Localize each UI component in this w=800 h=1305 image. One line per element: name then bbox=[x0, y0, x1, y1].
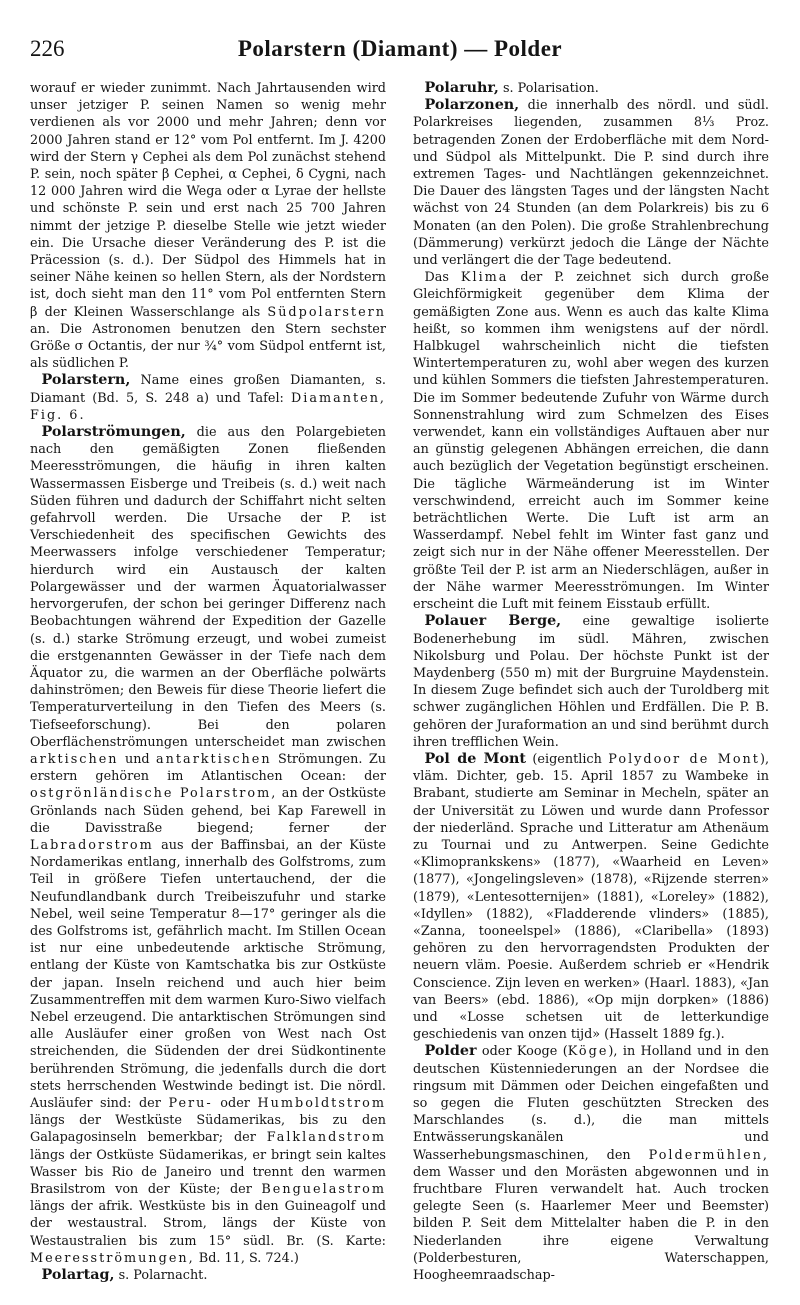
text: an der Ostküste Grönlands nach Süden gehend, bei Kap Farewell in die Davisstraße biegend; ferner der bbox=[30, 786, 387, 836]
spaced-term: arktischen bbox=[30, 751, 119, 767]
paragraph-polarzonen-klima bbox=[413, 269, 769, 613]
text: s. Polarnacht. bbox=[114, 1268, 208, 1284]
text: die aus den Polargebieten nach den gemäßigten Zonen fließenden Meeresströmungen, die häufig in ihren kalten Wassermassen Eisberge und Treibeis (s. d.) weit nach Süden führen und dadurch der Schiffahrt nicht selten gefahrvoll werden. Die Ursache der P. ist Verschiedenheit des specifischen Gewichts des Meerwassers infolge verschiedener Temperatur; hierdurch wird ein Austausch der kalten Polargewässer und der warmen Äquatorialwasser hervorgerufen, der schon bei geringer Differenz nach Beobachtungen während der Expedition der Gazelle (s. d.) starke Strömung erzeugt, und wobei zumeist die erstgenannten Gewässer in der Tiefe nach dem Äquator zu, die warmen an der Oberfläche polwärts dahinströmen; den Beweis für diese Theorie liefert die Temperaturverteilung in den Tiefen des Meers (s. Tiefseeforschung). Bei den polaren Oberflächenströmungen unterscheidet man zwischen bbox=[30, 425, 386, 750]
spaced-term: ostgrönländische Polarstrom, bbox=[30, 786, 278, 802]
text: dem Wasser und den Morästen abgewonnen und in fruchtbare Fluren verwandelt hat. Auch trocken gelegte Seen (s. Haarlemer Meer und Beemster) bilden P. Seit dem Mittelalter haben die P. in den Niederlanden ihre eigene Verwaltung (Polderbesturen, Waterschappen, Hoogheemraadschap- bbox=[413, 1164, 769, 1284]
text: Bd. 11, S. 724.) bbox=[194, 1250, 299, 1266]
text: die innerhalb des nördl. und südl. Polarkreises liegenden, zusammen 8⅓ Proz. betragenden Zonen der Erdoberfläche mit dem Nord- und Südpol als Mittelpunkt. Die P. sind durch ihre extremen Tages- und Nachtlängen gekennzeichnet. Die Dauer des längsten Tages und der längsten Nacht wächst von 24 Stunden (an dem Polarkreis) bis zu 6 Monaten (an den Polen). Die große Strahlenbrechung (Dämmerung) verkürzt jedoch die Länge der Nächte und verlängert die der Tage bedeutend. bbox=[413, 98, 769, 269]
spaced-term: Südpolarstern bbox=[267, 304, 386, 320]
headword: Polarzonen, bbox=[424, 97, 520, 114]
text: aus der Baffinsbai, an der Küste Nordamerikas entlang, innerhalb des Golfstroms, zum Teil in größere Tiefen untertauchend, der die Neufundlandbank durch Treibeiszufuhr und starke Nebel, weil seine Temperatur 8—17° geringer als die des Golfstroms ist, gefährlich macht. Im Stillen Ocean ist nur eine unbedeutende arktische Strömung, entlang der Küste von Kamtschatka bis zur Ostküste der japan. Inseln reichend und auch hier beim Zusammentreffen mit dem warmen Kuro-Siwo vielfach Nebel erzeugend. Die antarktischen Strömungen sind alle Ausläufer einer großen von West nach Ost streichenden, die Südenden der drei Südkontinente berührenden Strömung, die jedenfalls durch die dort stets herrschenden Westwinde bedingt ist. Die nördl. Ausläufer sind: der bbox=[30, 837, 386, 1111]
paragraph-polarstern-continued bbox=[30, 80, 386, 372]
text: ), vläm. Dichter, geb. 15. April 1857 zu Wambeke in Brabant, studierte am Seminar in Mecheln, später an der Universität zu Löwen und wurde dann Professor der niederländ. Sprache und Litteratur am Athenäum zu Tournai und zu Antwerpen. Seine Gedichte «Klimoprankskens» (1877), «Waarheid en Leven» (1877), «Jongelingsleven» (1878), «Rijzende sterren» (1879), «Lentesotternijen» (1881), «Loreley» (1882), «Idyllen» (1882), «Fladderende vlinders» (1885), «Zanna, tooneelspel» (1886), «Claribella» (1893) gehören zu den hervorragendsten Produkten der neuern vläm. Poesie. Außerdem schrieb er «Hendrik Conscience. Zijn leven en werken» (Haarl. 1883), «Jan van Beers» (ebd. 1886), «Op mijn dorpken» (1886) und «Losse schetsen uit de letterkundige geschiedenis van onzen tijd» (Hasselt 1889 fg.). bbox=[413, 751, 770, 1043]
text: oder bbox=[212, 1095, 258, 1111]
text: (eigentlich bbox=[526, 751, 609, 767]
running-head: Polarstern (Diamant) — Polder bbox=[237, 36, 563, 61]
text: eine gewaltige isolierte Bodenerhebung im südl. Mähren, zwischen Nikolsburg und Polau. Der höchste Punkt ist der Maydenberg (550 m) mit der Burgruine Maydenstein. In diesem Zuge befindet sich auch der Turoldberg mit schwer zugänglichen Höhlen und Erdfällen. Die P. B. gehören der Juraformation an und sind berühmt durch ihren trefflichen Wein. bbox=[413, 614, 769, 750]
text: und bbox=[118, 751, 157, 767]
text: oder Kooge ( bbox=[476, 1044, 568, 1060]
entry-polder bbox=[413, 1043, 769, 1284]
headword: Polarströmungen, bbox=[41, 424, 186, 441]
headword: Polartag, bbox=[41, 1267, 115, 1284]
right-column bbox=[413, 80, 769, 1284]
text: Name eines großen Diamanten, s. Diamant (Bd. 5, S. 248 a) und Tafel: bbox=[30, 373, 386, 406]
entry-polauer-berge bbox=[413, 613, 769, 751]
headword: Polarstern, bbox=[41, 372, 131, 389]
entry-polarzonen bbox=[413, 97, 769, 269]
entry-polaruhr bbox=[413, 80, 769, 97]
entry-polarstroemungen bbox=[30, 424, 386, 1267]
spaced-term: Diamanten, Fig. 6. bbox=[30, 390, 386, 423]
text: längs der afrik. Westküste bis in den Guineagolf und der westaustral. Strom, längs der Küste von Westaustralien bis zum 15° südl. Br. (S. Karte: bbox=[30, 1199, 386, 1249]
spaced-term: Falklandstrom bbox=[266, 1130, 386, 1146]
entry-polarstern-diamant bbox=[30, 372, 386, 424]
text: der P. zeichnet sich durch große Gleichförmigkeit gegenüber dem Klima der gemäßigten Zone aus. Wenn es auch das kalte Klima heißt, so kommen ihm wenigstens auf der nördl. Halbkugel wahrscheinlich nicht die tiefsten Wintertemperaturen zu, wohl aber wegen des kurzen und kühlen Sommers die tiefsten Jahrestemperaturen. Die im Sommer bedeutende Zufuhr von Wärme durch Sonnenstrahlung wird zum Schmelzen des Eises verwendet, kann ein vollständiges Auftauen aber nur an günstig gelegenen Abhängen erreichen, die dann auch bezüglich der Vegetation begünstigt erscheinen. Die tägliche Wärmeänderung ist im Winter verschwindend, erreicht auch im Sommer keine beträchtlichen Werte. Die Luft ist arm an Wasserdampf. Nebel fehlt im Winter fast ganz und zeigt sich nur in der Nähe offener Meeresstellen. Der größte Teil der P. ist arm an Niederschlägen, außer in der Nähe warmer Meeresströmungen. Im Winter erscheint die Luft mit feinem Eisstaub erfüllt. bbox=[413, 270, 769, 613]
text: Strömungen. Zu erstern gehören im Atlantischen Ocean: der bbox=[30, 751, 386, 785]
text: ), in Holland und in den deutschen Küstenniederungen an der Nordsee die ringsum mit Dämmen oder Deichen eingefaßten und so gegen die Fluten geschützten Strecken des Marschlandes (s. d.), die man mittels Entwässerungskanälen und Wasserhebungsmaschinen, den bbox=[413, 1044, 769, 1163]
left-column bbox=[30, 80, 386, 1284]
spaced-term: Klima bbox=[460, 270, 509, 286]
text: längs der Westküste Südamerikas, bis zu den Galapagosinseln bemerkbar; der bbox=[30, 1113, 386, 1146]
spaced-term: antarktischen bbox=[156, 751, 272, 767]
spaced-term: Poldermühlen, bbox=[648, 1147, 769, 1163]
headword: Pol de Mont bbox=[424, 750, 526, 767]
spaced-term: Benguelastrom bbox=[261, 1182, 386, 1197]
entry-polartag bbox=[30, 1267, 386, 1284]
entry-pol-de-mont bbox=[413, 751, 769, 1043]
text: worauf er wieder zunimmt. Nach Jahrtausenden wird unser jetziger P. seinen Namen so wenig mehr verdienen als vor 2000 und mehr Jahren; denn vor 2000 Jahren stand er 12° vom Pol entfernt. Im J. 4200 wird der Stern γ Cephei als dem Pol zunächst stehend P. sein, noch später β Cephei, α Cephei, δ Cygni, nach 12 000 Jahren wird die Wega oder α Lyrae der hellste und schönste P. sein und erst nach 25 700 Jahren nimmt der jetzige P. dieselbe Stelle wie jetzt wieder ein. Die Ursache dieser Veränderung des P. ist die Präcession (s. d.). Der Südpol des Himmels hat in seiner Nähe keinen so hellen Stern, als der Nordstern ist, doch sieht man den 11° vom Pol entfernten Stern β der Kleinen Wasserschlange als bbox=[30, 81, 386, 320]
headword: Polder bbox=[424, 1043, 477, 1060]
headword: Polaruhr, bbox=[424, 80, 499, 96]
spaced-term: Meeresströmungen, bbox=[30, 1250, 195, 1266]
text: längs der Ostküste Südamerikas, er bringt sein kaltes Wasser bis Rio de Janeiro und trennt den warmen Brasilstrom von der Küste; der bbox=[30, 1147, 386, 1197]
page-header bbox=[30, 36, 770, 72]
spaced-term: Köge bbox=[567, 1044, 609, 1060]
spaced-term: Humboldtstrom bbox=[257, 1095, 386, 1111]
headword: Polauer Berge, bbox=[424, 613, 562, 630]
spaced-term: Peru- bbox=[168, 1095, 213, 1111]
text: Das bbox=[424, 270, 461, 286]
spaced-term: Labradorstrom bbox=[30, 837, 154, 853]
text: s. Polarisation. bbox=[498, 81, 599, 96]
spaced-term: Polydoor de Mont bbox=[608, 751, 760, 767]
text: an. Die Astronomen benutzen den Stern sechster Größe σ Octantis, der nur ¾° vom Südpol entfernt ist, als südlichen P. bbox=[30, 321, 386, 372]
page-number: 226 bbox=[30, 36, 65, 61]
